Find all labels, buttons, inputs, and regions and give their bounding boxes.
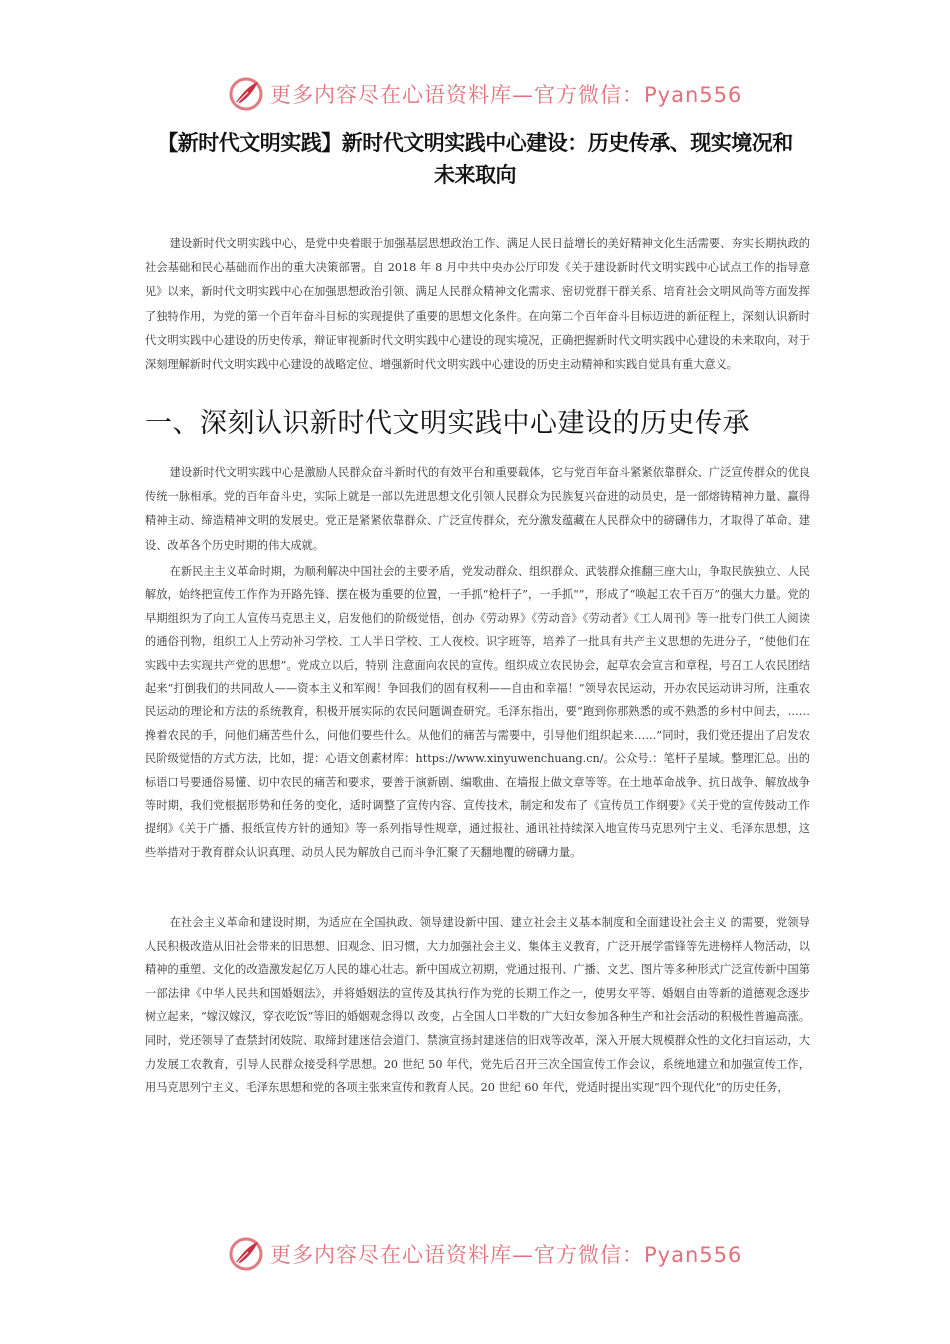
paragraph-3: 在新民主主义革命时期，为顺利解决中国社会的主要矛盾，党发动群众、组织群众、武装群众推翻三座大山，争取民族独立、人民解放，始终把宣传工作作为开路先锋、摆在极为重要的位置，一手抓“枪杆子”，一手抓“”，形成了“唤起工农千百万”的强大力量。党的早期组织为了向工人宣传马克思主义，启发他们的阶级觉悟，创办《劳动界》《劳动音》《劳动者》《工人周刊》等一批专门供工人阅读的通俗刊物，组织工人上劳动补习学校、工人半日学校、工人夜校、识字班等，培养了一批具有共产主义思想的先进分子，“使他们在实践中去实现共产党的思想”。党成立以后，特别 注意面向农民的宣传。组织成立农民协会，起草农会宣言和章程，号召工人农民团结起来“打倒我们的共同敌人——资本主义和军阀！争回我们的固有权利——自由和幸福！”领导农民运动，开办农民运动讲习所，注重农民运动的理论和方法的系统教育，积极开展实际的农民问题调查研究。毛泽东指出，要“跑到你那熟悉的或不熟悉的乡村中间去，……搀着农民的手，问他们痛苦些什么，问他们要些什么。从他们的痛苦与需要中，引导他们组织起来……”同时，我们党还提出了启发农民阶级觉悟的方式方法，比如，提：心语文创素材库：https://www.xinyuwenchuang.cn/。公众号.：笔杆子星域。整理汇总。出的标语口号要通俗易懂、切中农民的痛苦和要求，要善于演新剧、编歌曲、在墙报上做文章等等。在土地革命战争、抗日战争、解放战争等时期，我们党根据形势和任务的变化，适时调整了宣传内容、宣传技术，制定和发布了《宣传员工作纲要》《关于党的宣传鼓动工作提纲》《关于广播、报纸宣传方针的通知》等一系列指导性规章，通过报社、通讯社持续深入地宣传马克思列宁主义、毛泽东思想，这些举措对于教育群众认识真理、动员人民为解放自己而斗争汇聚了天翻地覆的磅礴力量。 [145, 565, 810, 859]
feather-pen-logo-icon [228, 1236, 264, 1272]
banner-text: 更多内容尽在心语资料库—官方微信：Pyan556 [270, 83, 743, 107]
paragraph-2: 建设新时代文明实践中心是激励人民群众奋斗新时代的有效平台和重要载体，它与党百年奋斗紧紧依靠群众、广泛宣传群众的优良传统一脉相承。党的百年奋斗史，实际上就是一部以先进思想文化引领人民群众为民族复兴奋进的动员史，是一部熔铸精神力量、赢得精神主动、缔造精神文明的发展史。党正是紧紧依靠群众、广泛宣传群众，充分激发蕴藏在人民群众中的磅礴伟力，才取得了革命、建设、改革各个历史时期的伟大成就。 [145, 466, 810, 552]
paragraph-4: 在社会主义革命和建设时期，为适应在全国执政、领导建设新中国、建立社会主义基本制度和全面建设社会主义 的需要，党领导人民积极改造从旧社会带来的旧思想、旧观念、旧习惯，大力加强社会主义、集体主义教育，广泛开展学雷锋等先进榜样人物活动，以精神的重塑、文化的改造激发起亿万人民的雄心壮志。新中国成立初期，党通过报刊、广播、文艺、图片等多种形式广泛宣传新中国第一部法律《中华人民共和国婚姻法》，并将婚姻法的宣传及其执行作为党的长期工作之一，使男女平等、婚姻自由等新的道德观念逐步树立起来，“嫁汉嫁汉，穿衣吃饭”等旧的婚姻观念得以 改变，占全国人口半数的广大妇女参加各种生产和社会活动的积极性普遍高涨。同时，党还领导了查禁封闭妓院、取缔封建迷信会道门、禁演宣扬封建迷信的旧戏等改革，深入开展大规模群众性的文化扫盲运动，大力发展工农教育，引导人民群众接受科学思想。20 世纪 50 年代，党先后召开三次全国宣传工作会议，系统地建立和加强宣传工作，用马克思列宁主义、毛泽东思想和党的各项主张来宣传和教育人民。20 世纪 60 年代，党适时提出实现“四个现代化”的历史任务， [145, 916, 810, 1095]
document-title: 【新时代文明实践】新时代文明实践中心建设：历史传承、现实境况和未来取向 [157, 131, 793, 187]
section-heading-1: 一、深刻认识新时代文明实践中心建设的历史传承 [145, 408, 750, 439]
banner-content [228, 72, 742, 116]
paragraph-intro: 建设新时代文明实践中心，是党中央着眼于加强基层思想政治工作、满足人民日益增长的美好精神文化生活需要、夯实长期执政的社会基础和民心基础而作出的重大决策部署。自 2018 年 8 月中共中央办公厅印发《关于建设新时代文明实践中心试点工作的指导意见》以来，新时代文明实践中心在加强思想政治引领、满足人民群众精神文化需求、密切党群干群关系、培育社会文明风尚等方面发挥了独特作用，为党的第一个百年奋斗目标的实现提供了重要的思想文化条件。在向第二个百年奋斗目标迈进的新征程上，深刻认识新时代文明实践中心建设的历史传承，辩证审视新时代文明实践中心建设的现实境况，正确把握新时代文明实践中心建设的未来取向，对于深刻理解新时代文明实践中心建设的战略定位、增强新时代文明实践中心建设的历史主动精神和实践自觉具有重大意义。 [145, 237, 810, 372]
header-banner [0, 72, 950, 116]
feather-pen-logo-icon [228, 76, 264, 112]
wechat-id-bottom: Pyan556 [644, 1243, 743, 1267]
banner-content-bottom [228, 1232, 742, 1276]
wechat-id: Pyan556 [644, 83, 743, 107]
banner-text-bottom: 更多内容尽在心语资料库—官方微信：Pyan556 [270, 1243, 743, 1267]
footer-banner [0, 1232, 950, 1276]
